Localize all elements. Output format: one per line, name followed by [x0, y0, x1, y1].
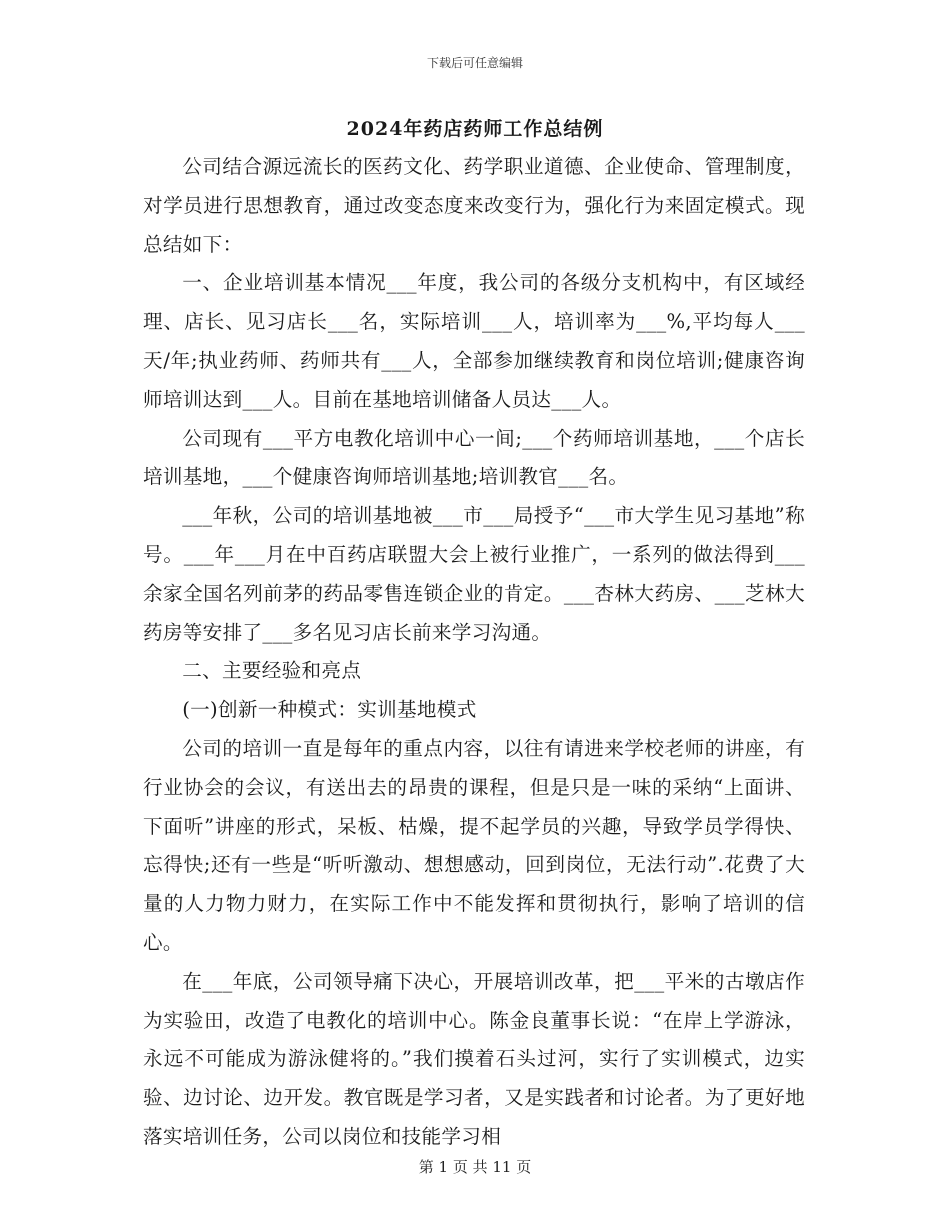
- section-heading-experience: 二、主要经验和亮点: [182, 659, 362, 683]
- page-indicator: 第 1 页 共 11 页: [418, 1158, 532, 1176]
- document-body: [143, 148, 805, 1157]
- paragraph-past-training: 公司的培训一直是每年的重点内容，以往有请进来学校老师的讲座，有行业协会的会议，有送出去的昂贵的课程，但是只是一味的采纳“上面讲、下面听”讲座的形式，呆板、枯燥，提不起学员的兴趣，导致学员学得快、忘得快;还有一些是“听听激动、想想感动，回到岗位，无法行动”.花费了大量的人力物力财力，在实际工作中不能发挥和贯彻执行，影响了培训的信心。: [143, 736, 805, 954]
- paragraph-training-overview: 一、企业培训基本情况___年度，我公司的各级分支机构中，有区域经理、店长、见习店长___名，实际培训___人，培训率为___%,平均每人___天/年;执业药师、药师共有___人，全部参加继续教育和岗位培训;健康咨询师培训达到___人。目前在基地培训储备人员达___人。: [143, 271, 805, 411]
- paragraph-recognition: ___年秋，公司的培训基地被___市___局授予“___市大学生见习基地”称号。___年___月在中百药店联盟大会上被行业推广，一系列的做法得到___余家全国名列前茅的药品零售连锁企业的肯定。___杏林大药房、___芝林大药房等安排了___多名见习店长前来学习沟通。: [143, 504, 805, 644]
- header-note: 下载后可任意编辑: [426, 56, 523, 70]
- paragraph-reform: 在___年底，公司领导痛下决心，开展培训改革，把___平米的古墩店作为实验田，改造了电教化的培训中心。陈金良董事长说：“在岸上学游泳，永远不可能成为游泳健将的。”我们摸着石头过河，实行了实训模式，边实验、边讨论、边开发。教官既是学习者，又是实践者和讨论者。为了更好地落实培训任务，公司以岗位和技能学习相: [143, 969, 805, 1148]
- paragraph-intro: 公司结合源远流长的医药文化、药学职业道德、企业使命、管理制度，对学员进行思想教育，通过改变态度来改变行为，强化行为来固定模式。现总结如下：: [143, 155, 805, 256]
- document-title: 2024年药店药师工作总结例: [346, 118, 604, 140]
- subsection-heading-model: (一)创新一种模式：实训基地模式: [182, 698, 477, 722]
- paragraph-facilities: 公司现有___平方电教化培训中心一间;___个药师培训基地，___个店长培训基地，___个健康咨询师培训基地;培训教官___名。: [143, 426, 805, 489]
